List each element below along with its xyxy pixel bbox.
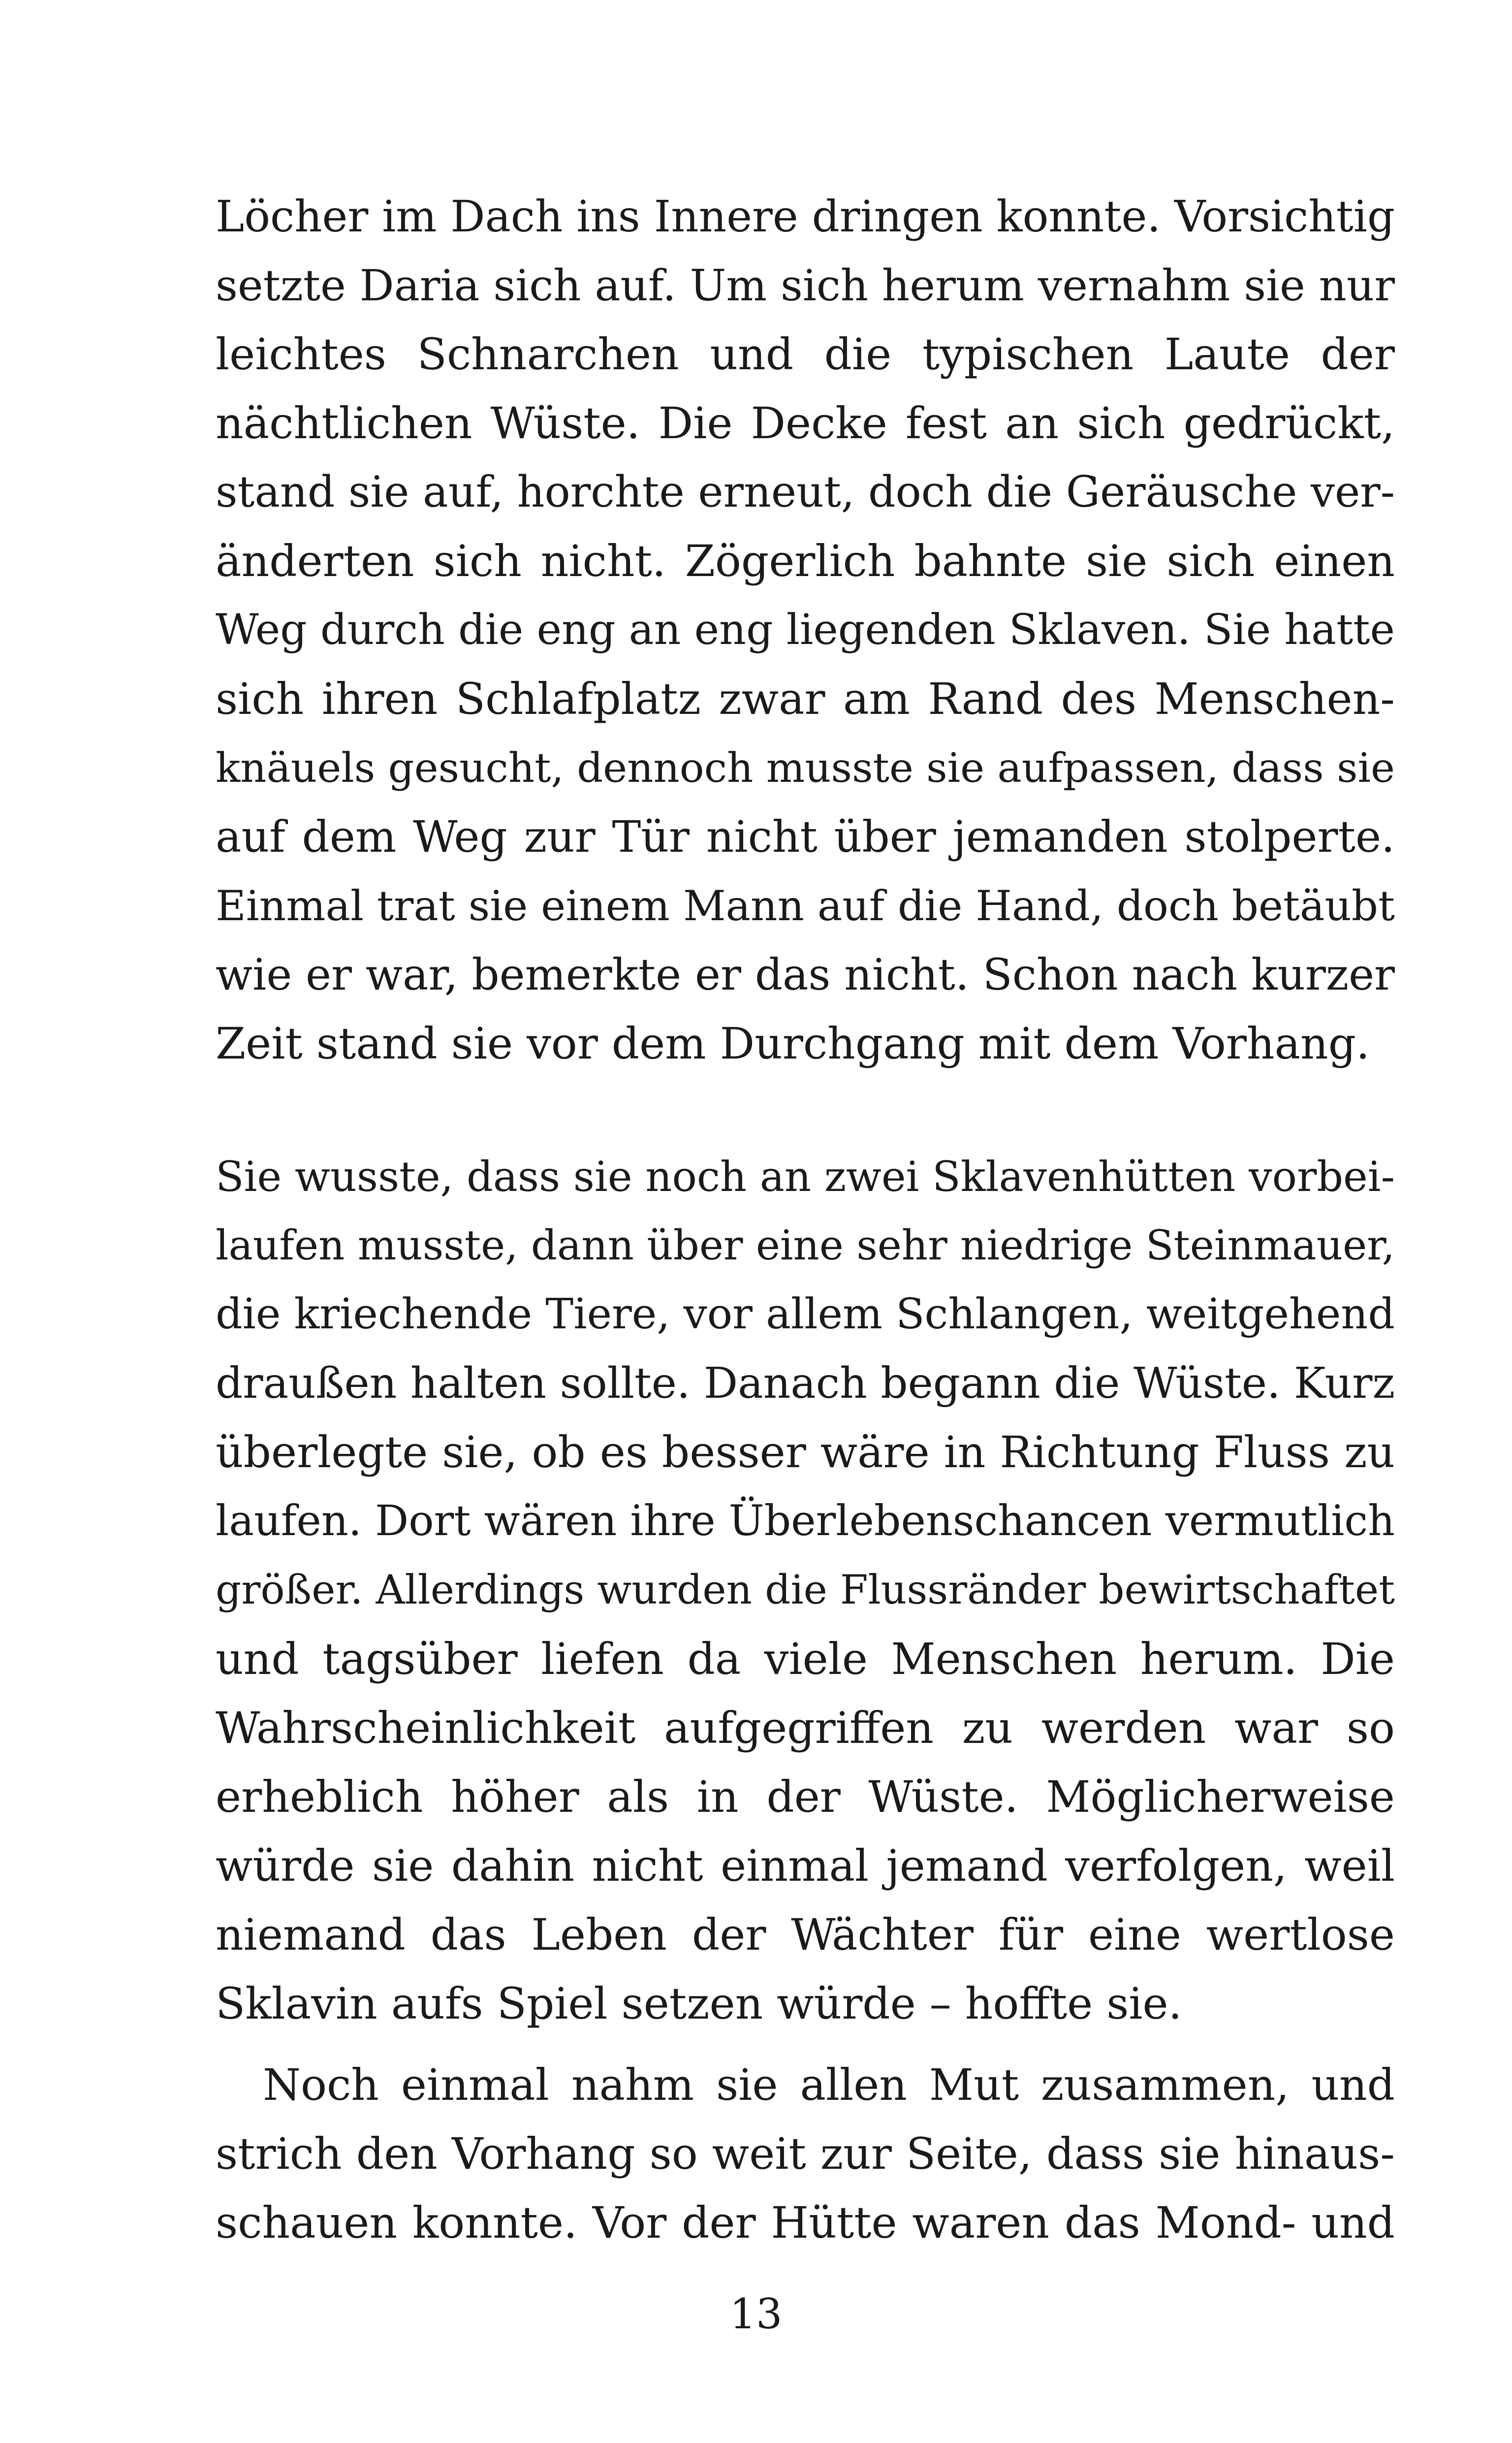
text-line: sich ihren Schlafplatz zwar am Rand des Menschen- [216, 674, 1395, 724]
text-line: nächtlichen Wüste. Die Decke fest an sich gedrückt, [216, 398, 1395, 449]
page-number: 13 [729, 2290, 783, 2338]
text-line: erheblich höher als in der Wüste. Möglicherweise [216, 1771, 1395, 1822]
text-line: Löcher im Dach ins Innere dringen konnte. Vorsichtig [216, 192, 1395, 242]
text-line: wie er war, bemerkte er das nicht. Schon nach kurzer [216, 950, 1395, 1000]
text-line: knäuels gesucht, dennoch musste sie aufpassen, dass sie [216, 744, 1395, 792]
paragraph-1 [216, 182, 1395, 1078]
text-line: leichtes Schnarchen und die typischen Laute der [216, 329, 1395, 380]
text-line: die kriechende Tiere, vor allem Schlangen, weitgehend [216, 1290, 1395, 1339]
text-line: Noch einmal nahm sie allen Mut zusammen, und [263, 2059, 1395, 2110]
text-line: strich den Vorhang so weit zur Seite, dass sie hinaus- [216, 2128, 1395, 2179]
text-line: stand sie auf, horchte erneut, doch die Geräusche ver- [216, 468, 1395, 517]
text-line: auf dem Weg zur Tür nicht über jemanden stolperte. [216, 811, 1395, 862]
text-line: setzte Daria sich auf. Um sich herum vernahm sie nur [216, 260, 1395, 311]
text-line: Sklavin aufs Spiel setzen würde – hoffte sie. [216, 1978, 1182, 2029]
text-line: laufen. Dort wären ihre Überlebenschancen vermutlich [216, 1497, 1395, 1545]
text-line: niemand das Leben der Wächter für eine wertlose [216, 1909, 1395, 1960]
text-line: Einmal trat sie einem Mann auf die Hand, doch betäubt [216, 881, 1395, 930]
text-line: änderten sich nicht. Zögerlich bahnte sie sich einen [216, 536, 1395, 586]
text-line: schauen konnte. Vor der Hütte waren das Mond- und [216, 2197, 1395, 2248]
text-line: Zeit stand sie vor dem Durchgang mit dem Vorhang. [216, 1018, 1370, 1069]
text-line: draußen halten sollte. Danach begann die Wüste. Kurz [216, 1359, 1395, 1408]
paragraph-2 [216, 1142, 1395, 2038]
text-line: überlegte sie, ob es besser wäre in Richtung Fluss zu [216, 1427, 1395, 1478]
text-line: Sie wusste, dass sie noch an zwei Sklavenhütten vorbei- [216, 1153, 1395, 1201]
paragraph-3 [216, 2051, 1395, 2257]
text-line: und tagsüber liefen da viele Menschen herum. Die [216, 1634, 1395, 1684]
text-line: würde sie dahin nicht einmal jemand verfolgen, weil [216, 1840, 1395, 1891]
text-line: Wahrscheinlichkeit aufgegriffen zu werden war so [216, 1703, 1395, 1753]
text-line: größer. Allerdings wurden die Flussränder bewirtschaftet [216, 1567, 1395, 1613]
text-line: Weg durch die eng an eng liegenden Sklaven. Sie hatte [216, 606, 1395, 654]
text-line: laufen musste, dann über eine sehr niedrige Steinmauer, [216, 1222, 1395, 1269]
